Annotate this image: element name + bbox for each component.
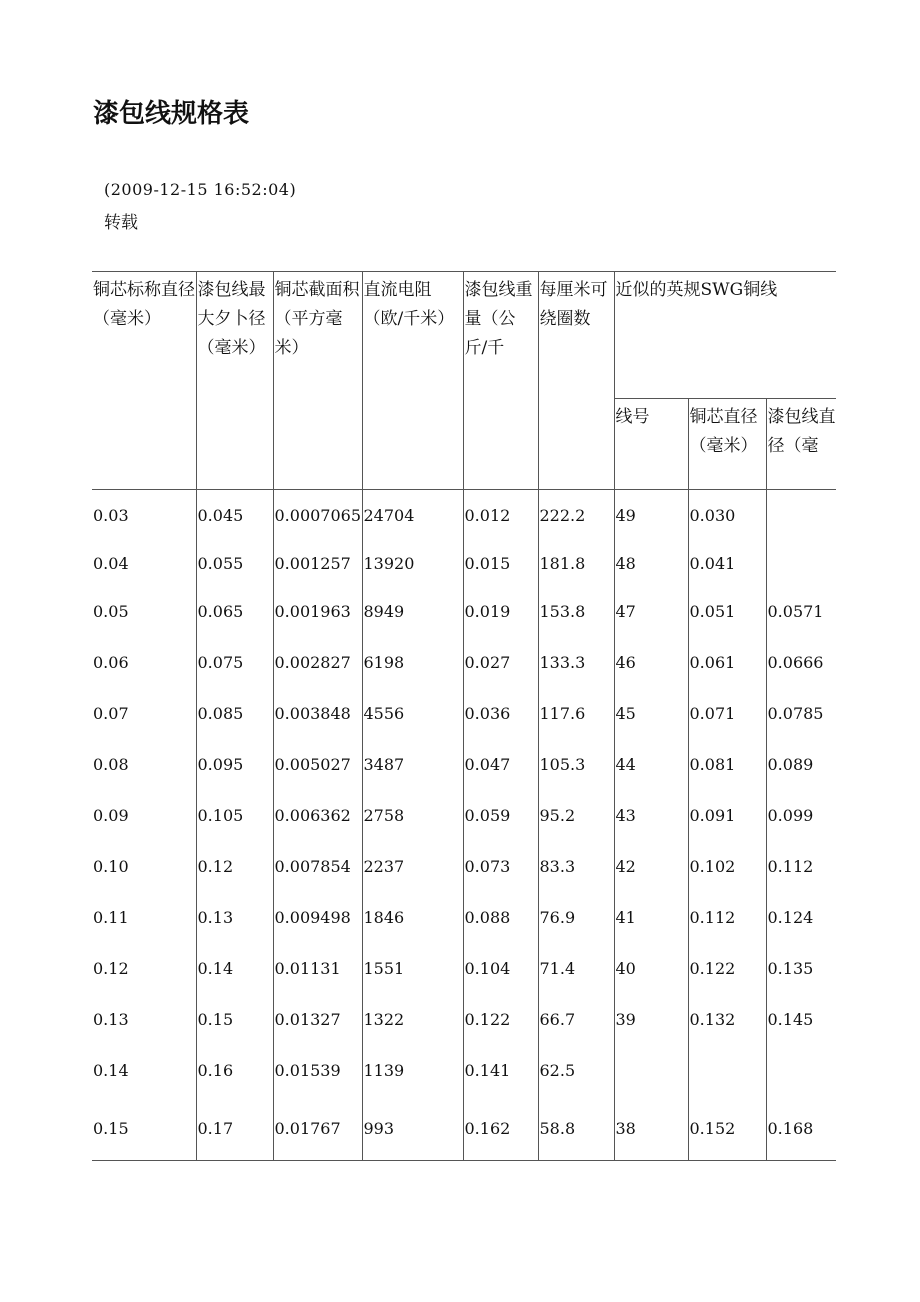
- table-row: [92, 994, 836, 1045]
- cell-enamel-outer-diameter: 0.15: [196, 994, 273, 1045]
- cell-swg-copper-diameter: 0.061: [688, 637, 766, 688]
- cell-turns-per-cm: 83.3: [538, 841, 614, 892]
- cell-turns-per-cm: 181.8: [538, 541, 614, 586]
- repost-tag: 转载: [104, 213, 138, 233]
- header-swg-enamel-diameter: 漆包线直径（毫: [766, 399, 836, 490]
- cell-cross-section: 0.003848: [273, 688, 362, 739]
- cell-turns-per-cm: 105.3: [538, 739, 614, 790]
- cell-swg-copper-diameter: 0.051: [688, 586, 766, 637]
- table-row: [92, 1096, 836, 1161]
- cell-enamel-outer-diameter: 0.085: [196, 688, 273, 739]
- cell-turns-per-cm: 153.8: [538, 586, 614, 637]
- cell-turns-per-cm: 76.9: [538, 892, 614, 943]
- cell-weight: 0.047: [463, 739, 538, 790]
- cell-swg-copper-diameter: 0.152: [688, 1096, 766, 1161]
- cell-swg-number: 49: [614, 490, 688, 542]
- cell-swg-enamel-diameter: 0.0571: [766, 586, 836, 637]
- table-row: [92, 841, 836, 892]
- table-row: [92, 541, 836, 586]
- cell-enamel-outer-diameter: 0.13: [196, 892, 273, 943]
- cell-swg-copper-diameter: 0.112: [688, 892, 766, 943]
- cell-turns-per-cm: 133.3: [538, 637, 614, 688]
- table-row: [92, 586, 836, 637]
- cell-turns-per-cm: 95.2: [538, 790, 614, 841]
- table-row: [92, 790, 836, 841]
- cell-turns-per-cm: 71.4: [538, 943, 614, 994]
- cell-swg-number: 48: [614, 541, 688, 586]
- cell-weight: 0.019: [463, 586, 538, 637]
- cell-enamel-outer-diameter: 0.045: [196, 490, 273, 542]
- cell-swg-copper-diameter: 0.122: [688, 943, 766, 994]
- cell-turns-per-cm: 66.7: [538, 994, 614, 1045]
- table-row: [92, 943, 836, 994]
- header-swg-copper-diameter: 铜芯直径（毫米）: [688, 399, 766, 490]
- header-enamel-weight: 漆包线重量（公 斤/千: [463, 272, 538, 490]
- cell-swg-enamel-diameter: 0.0785: [766, 688, 836, 739]
- cell-cross-section: 0.01327: [273, 994, 362, 1045]
- cell-swg-copper-diameter: 0.091: [688, 790, 766, 841]
- cell-enamel-outer-diameter: 0.17: [196, 1096, 273, 1161]
- cell-swg-enamel-diameter: 0.099: [766, 790, 836, 841]
- cell-enamel-outer-diameter: 0.095: [196, 739, 273, 790]
- cell-weight: 0.073: [463, 841, 538, 892]
- cell-turns-per-cm: 222.2: [538, 490, 614, 542]
- cell-copper-diameter: 0.03: [92, 490, 196, 542]
- cell-swg-copper-diameter: [688, 1045, 766, 1096]
- cell-swg-number: 38: [614, 1096, 688, 1161]
- cell-cross-section: 0.01539: [273, 1045, 362, 1096]
- cell-weight: 0.104: [463, 943, 538, 994]
- cell-enamel-outer-diameter: 0.075: [196, 637, 273, 688]
- cell-weight: 0.015: [463, 541, 538, 586]
- cell-dc-resistance: 1322: [362, 994, 463, 1045]
- cell-swg-copper-diameter: 0.030: [688, 490, 766, 542]
- table-row: [92, 739, 836, 790]
- cell-dc-resistance: 993: [362, 1096, 463, 1161]
- cell-turns-per-cm: 58.8: [538, 1096, 614, 1161]
- cell-dc-resistance: 1846: [362, 892, 463, 943]
- cell-enamel-outer-diameter: 0.14: [196, 943, 273, 994]
- cell-enamel-outer-diameter: 0.065: [196, 586, 273, 637]
- cell-cross-section: 0.006362: [273, 790, 362, 841]
- cell-dc-resistance: 3487: [362, 739, 463, 790]
- cell-copper-diameter: 0.15: [92, 1096, 196, 1161]
- cell-swg-number: 39: [614, 994, 688, 1045]
- cell-swg-enamel-diameter: 0.124: [766, 892, 836, 943]
- cell-swg-enamel-diameter: 0.135: [766, 943, 836, 994]
- cell-copper-diameter: 0.09: [92, 790, 196, 841]
- cell-swg-number: 40: [614, 943, 688, 994]
- cell-weight: 0.059: [463, 790, 538, 841]
- cell-cross-section: 0.001257: [273, 541, 362, 586]
- cell-copper-diameter: 0.10: [92, 841, 196, 892]
- cell-dc-resistance: 1551: [362, 943, 463, 994]
- header-turns-per-cm: 每厘米可绕圈数: [538, 272, 614, 490]
- cell-enamel-outer-diameter: 0.12: [196, 841, 273, 892]
- cell-dc-resistance: 1139: [362, 1045, 463, 1096]
- cell-dc-resistance: 8949: [362, 586, 463, 637]
- cell-swg-number: [614, 1045, 688, 1096]
- cell-swg-number: 47: [614, 586, 688, 637]
- cell-enamel-outer-diameter: 0.16: [196, 1045, 273, 1096]
- cell-swg-enamel-diameter: 0.112: [766, 841, 836, 892]
- cell-weight: 0.162: [463, 1096, 538, 1161]
- header-row-top: [92, 272, 836, 399]
- cell-cross-section: 0.005027: [273, 739, 362, 790]
- cell-dc-resistance: 4556: [362, 688, 463, 739]
- cell-dc-resistance: 6198: [362, 637, 463, 688]
- cell-weight: 0.027: [463, 637, 538, 688]
- cell-swg-number: 41: [614, 892, 688, 943]
- cell-weight: 0.036: [463, 688, 538, 739]
- cell-swg-number: 43: [614, 790, 688, 841]
- cell-swg-enamel-diameter: [766, 541, 836, 586]
- cell-swg-number: 45: [614, 688, 688, 739]
- cell-swg-number: 44: [614, 739, 688, 790]
- cell-swg-copper-diameter: 0.132: [688, 994, 766, 1045]
- cell-swg-enamel-diameter: [766, 1045, 836, 1096]
- cell-copper-diameter: 0.05: [92, 586, 196, 637]
- cell-weight: 0.141: [463, 1045, 538, 1096]
- cell-cross-section: 0.009498: [273, 892, 362, 943]
- cell-weight: 0.012: [463, 490, 538, 542]
- cell-dc-resistance: 13920: [362, 541, 463, 586]
- page-title: 漆包线规格表: [93, 99, 250, 129]
- header-enamel-max-outer-diameter: 漆包线最大夕卜径（毫米）: [196, 272, 273, 490]
- table-row: [92, 892, 836, 943]
- cell-swg-enamel-diameter: 0.145: [766, 994, 836, 1045]
- table-row: [92, 688, 836, 739]
- cell-copper-diameter: 0.07: [92, 688, 196, 739]
- cell-cross-section: 0.01767: [273, 1096, 362, 1161]
- cell-swg-enamel-diameter: 0.168: [766, 1096, 836, 1161]
- cell-dc-resistance: 24704: [362, 490, 463, 542]
- cell-swg-copper-diameter: 0.071: [688, 688, 766, 739]
- cell-swg-enamel-diameter: 0.0666: [766, 637, 836, 688]
- cell-swg-enamel-diameter: 0.089: [766, 739, 836, 790]
- table-row: [92, 1045, 836, 1096]
- enameled-wire-spec-table: [92, 271, 836, 1161]
- table-row: [92, 637, 836, 688]
- post-date: (2009-12-15 16:52:04): [104, 180, 297, 199]
- header-copper-nominal-diameter: 铜芯标称直径（毫米）: [92, 272, 196, 490]
- cell-cross-section: 0.01131: [273, 943, 362, 994]
- cell-copper-diameter: 0.04: [92, 541, 196, 586]
- cell-dc-resistance: 2758: [362, 790, 463, 841]
- cell-copper-diameter: 0.11: [92, 892, 196, 943]
- cell-copper-diameter: 0.08: [92, 739, 196, 790]
- cell-swg-copper-diameter: 0.102: [688, 841, 766, 892]
- cell-dc-resistance: 2237: [362, 841, 463, 892]
- cell-weight: 0.088: [463, 892, 538, 943]
- cell-cross-section: 0.001963: [273, 586, 362, 637]
- cell-turns-per-cm: 62.5: [538, 1045, 614, 1096]
- table-row: [92, 490, 836, 542]
- cell-swg-copper-diameter: 0.041: [688, 541, 766, 586]
- cell-copper-diameter: 0.12: [92, 943, 196, 994]
- cell-cross-section: 0.0007065: [273, 490, 362, 542]
- header-swg-group: 近似的英规SWG铜线: [614, 272, 836, 399]
- cell-copper-diameter: 0.06: [92, 637, 196, 688]
- cell-copper-diameter: 0.13: [92, 994, 196, 1045]
- cell-cross-section: 0.007854: [273, 841, 362, 892]
- header-swg-number: 线号: [614, 399, 688, 490]
- cell-copper-diameter: 0.14: [92, 1045, 196, 1096]
- cell-swg-number: 42: [614, 841, 688, 892]
- cell-swg-copper-diameter: 0.081: [688, 739, 766, 790]
- cell-swg-enamel-diameter: [766, 490, 836, 542]
- cell-cross-section: 0.002827: [273, 637, 362, 688]
- header-copper-cross-section: 铜芯截面积（平方毫米）: [273, 272, 362, 490]
- cell-weight: 0.122: [463, 994, 538, 1045]
- cell-turns-per-cm: 117.6: [538, 688, 614, 739]
- cell-enamel-outer-diameter: 0.055: [196, 541, 273, 586]
- header-dc-resistance: 直流电阻（欧/千米）: [362, 272, 463, 490]
- cell-enamel-outer-diameter: 0.105: [196, 790, 273, 841]
- cell-swg-number: 46: [614, 637, 688, 688]
